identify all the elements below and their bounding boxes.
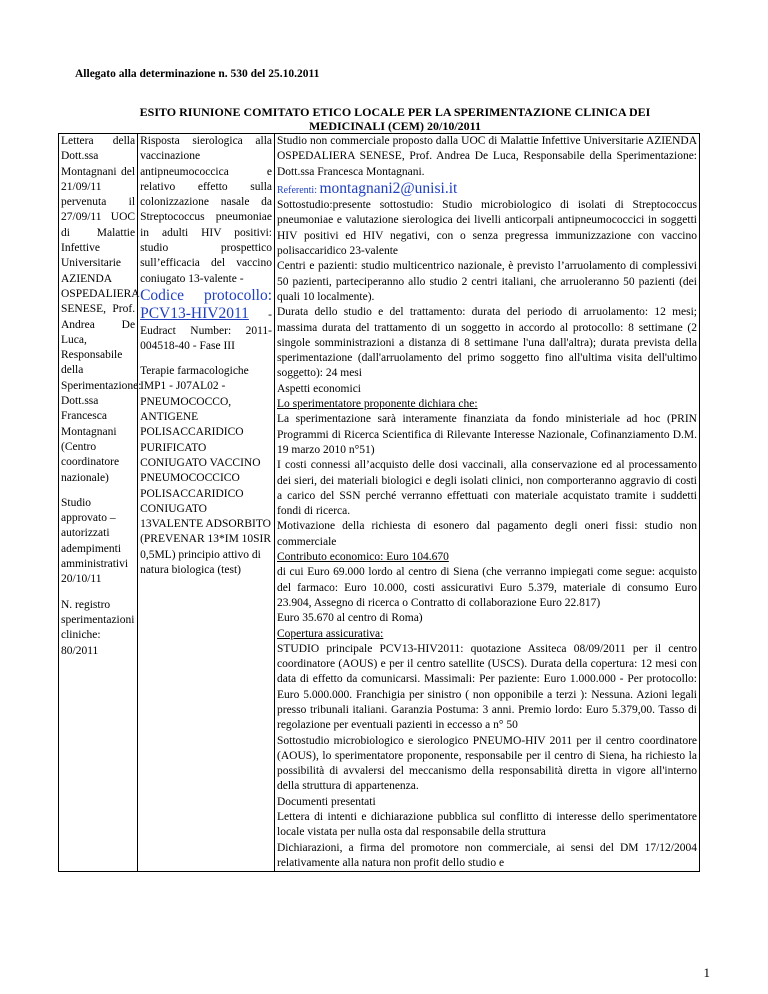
insurance-heading: Copertura assicurativa: (277, 627, 384, 640)
substudy-insurance-text: Sottostudio microbiologico e sierologico PNEUMO-HIV 2011 per il centro coordinatore (AOUS), lo sperimentatore proponente, responsabile per il centro di Siena, ha richiesto la possibilità di avvalersi del meccanismo della responsabilità diretta in vigore all'interno della struttura di appartenenza. (277, 734, 697, 793)
economic-aspects-heading: Aspetti economici (277, 382, 361, 395)
title-line-1: ESITO RIUNIONE COMITATO ETICO LOCALE PER LA SPERIMENTAZIONE CLINICA DEI (139, 105, 651, 119)
contribution-breakdown: di cui Euro 69.000 lordo al centro di Siena (che verranno impiegati come segue: acquisto del farmaco: Euro 10.000, costi assicurativi Euro 5.379, materiale di consumo Euro 23.904, Assegno di ricerca o Contratto di collaborazione Euro 22.817) (277, 566, 697, 609)
study-title: Risposta sierologica alla vaccinazione antipneumococcica e relativo effetto sulla colonizzazione nasale da Streptococcus pneumoniae in adulti HIV positivi: studio prospettico sull’efficacia del vaccino coniugato 13-valente - (140, 135, 272, 285)
approval-status: Studio approvato – autorizzati adempimenti amministrativi 20/10/11 (61, 496, 129, 586)
referenti-email-link[interactable]: montagnani2@unisi.it (319, 179, 458, 197)
table-row (59, 134, 700, 872)
lettera-text: Lettera della Dott.ssa Montagnani del 21/09/11 pervenuta il 27/09/11 UOC di Malattie Infettive Universitarie AZIENDA OSPEDALIERA SENESE, Prof. Andrea De Luca, Responsabile della Sperimentazione: Dott.ssa Francesca Montagnani (Centro coordinatore nazionale) (61, 135, 142, 484)
drug-therapies: Terapie farmacologiche IMP1 - J07AL02 - PNEUMOCOCCO, ANTIGENE POLISACCARIDICO PURIFICATO CONIUGATO VACCINO PNEUMOCOCCICO POLISACCARIDICO CONIUGATO 13VALENTE ADSORBITO (PREVENAR 13*IM 10SIR 0,5ML) principio attivo di natura biologica (test) (140, 365, 272, 577)
declarations-text: Dichiarazioni, a firma del promotore non commerciale, ai sensi del DM 17/12/2004 relativamente alla natura non profit dello studio e (277, 841, 697, 869)
reference-column (59, 134, 142, 872)
intent-letter-text: Lettera di intenti e dichiarazione pubblica sul conflitto di interesse dello sperimentatore locale vistata per nulla osta dal responsabile della struttura (277, 811, 697, 839)
registry-number: N. registro sperimentazioni cliniche: 80/2011 (61, 598, 135, 657)
documents-heading: Documenti presentati (277, 795, 376, 808)
protocol-code-label: Codice protocollo: (140, 286, 272, 304)
declaration-heading: Lo sperimentatore proponente dichiara che: (277, 398, 478, 411)
costs-text: I costi connessi all’acquisto delle dosi vaccinali, alla conservazione ed al processamento dei sieri, dei materiali biologici e degli isolati clinici, non comporteranno aggravio di costi a carico del SSN perché verranno effettuati con materiale acquistato tramite i suddetti fondi di ricerca. (277, 459, 697, 518)
substudy-text: Sottostudio:presente sottostudio: Studio microbiologico di isolati di Streptococcus pneumoniae e valutazione sierologica dei livelli anticorpali antipneumococcici in soggetti HIV positivi ed HIV negativi, con o senza pregressa immunizzazione con vaccino polisaccaridico 23-valente (277, 199, 697, 258)
contribution-heading: Contributo economico: Euro 104.670 (277, 551, 449, 564)
centers-patients-text: Centri e pazienti: studio multicentrico nazionale, è previsto l’arruolamento di complessivi 50 pazienti, parteciperanno allo studio 2 centri italiani, che arruoleranno 50 pazienti (dei quali 10 localmente). (277, 260, 697, 303)
exemption-text: Motivazione della richiesta di esonero dal pagamento degli oneri fissi: studio non commerciale (277, 520, 697, 548)
study-table (58, 133, 700, 872)
duration-text: Durata dello studio e del trattamento: durata del periodo di arruolamento: 12 mesi; massima durata del trattamento di un soggetto in accordo al protocollo: 8 settimane (2 singole somministrazioni a distanza di 8 settimane l'una dall'altra); durata prevista della sperimentazione (dall'arruolamento del primo soggetto fino all'ultima visita dell'ultimo soggetto): 24 mesi (277, 306, 697, 380)
insurance-text: STUDIO principale PCV13-HIV2011: quotazione Assiteca 08/09/2011 per il centro coordinatore (AOUS) e per il centro satellite (USCS). Durata della copertura: 12 mesi con data di effetto da comunicarsi. Massimali: Per paziente: Euro 1.000.000 - Per protocollo: Euro 5.000.000. Franchigia per sinistro ( non opponibile a terzi ): Nessuna. Azioni legali presso tribunali italiani. Garanzia Postuma: 3 anni. Premio lordo: Euro 5.379,00. Tasso di regolazione per eventuali pazienti in eccesso a n° 50 (277, 642, 697, 732)
study-description: Studio non commerciale proposto dalla UOC di Malattie Infettive Universitarie AZIENDA OSPEDALIERA SENESE, Prof. Andrea De Luca, Responsabile della Sperimentazione: Dott.ssa Francesca Montagnani. (277, 135, 697, 178)
details-column (275, 134, 700, 872)
title-line-2: MEDICINALI (CEM) 20/10/2011 (308, 119, 481, 133)
funding-text: La sperimentazione sarà interamente finanziata da fondo ministeriale ad hoc (PRIN Programmi di Ricerca Scientifica di Rilevante Interesse Nazionale, Cofinanziamento D.M. 19 marzo 2010 n°51) (277, 413, 697, 456)
page-number: 1 (703, 965, 710, 980)
allegato-heading: Allegato alla determinazione n. 530 del 25.10.2011 (75, 68, 320, 80)
protocol-code-link[interactable]: PCV13-HIV2011 (140, 305, 249, 323)
eudract-number: - Eudract Number: 2011-004518-40 - Fase III (140, 309, 272, 352)
referenti-label: Referenti: (277, 184, 320, 196)
document-title (100, 105, 690, 133)
rome-center-text: Euro 35.670 al centro di Roma) (277, 612, 423, 625)
study-title-column (138, 134, 275, 872)
